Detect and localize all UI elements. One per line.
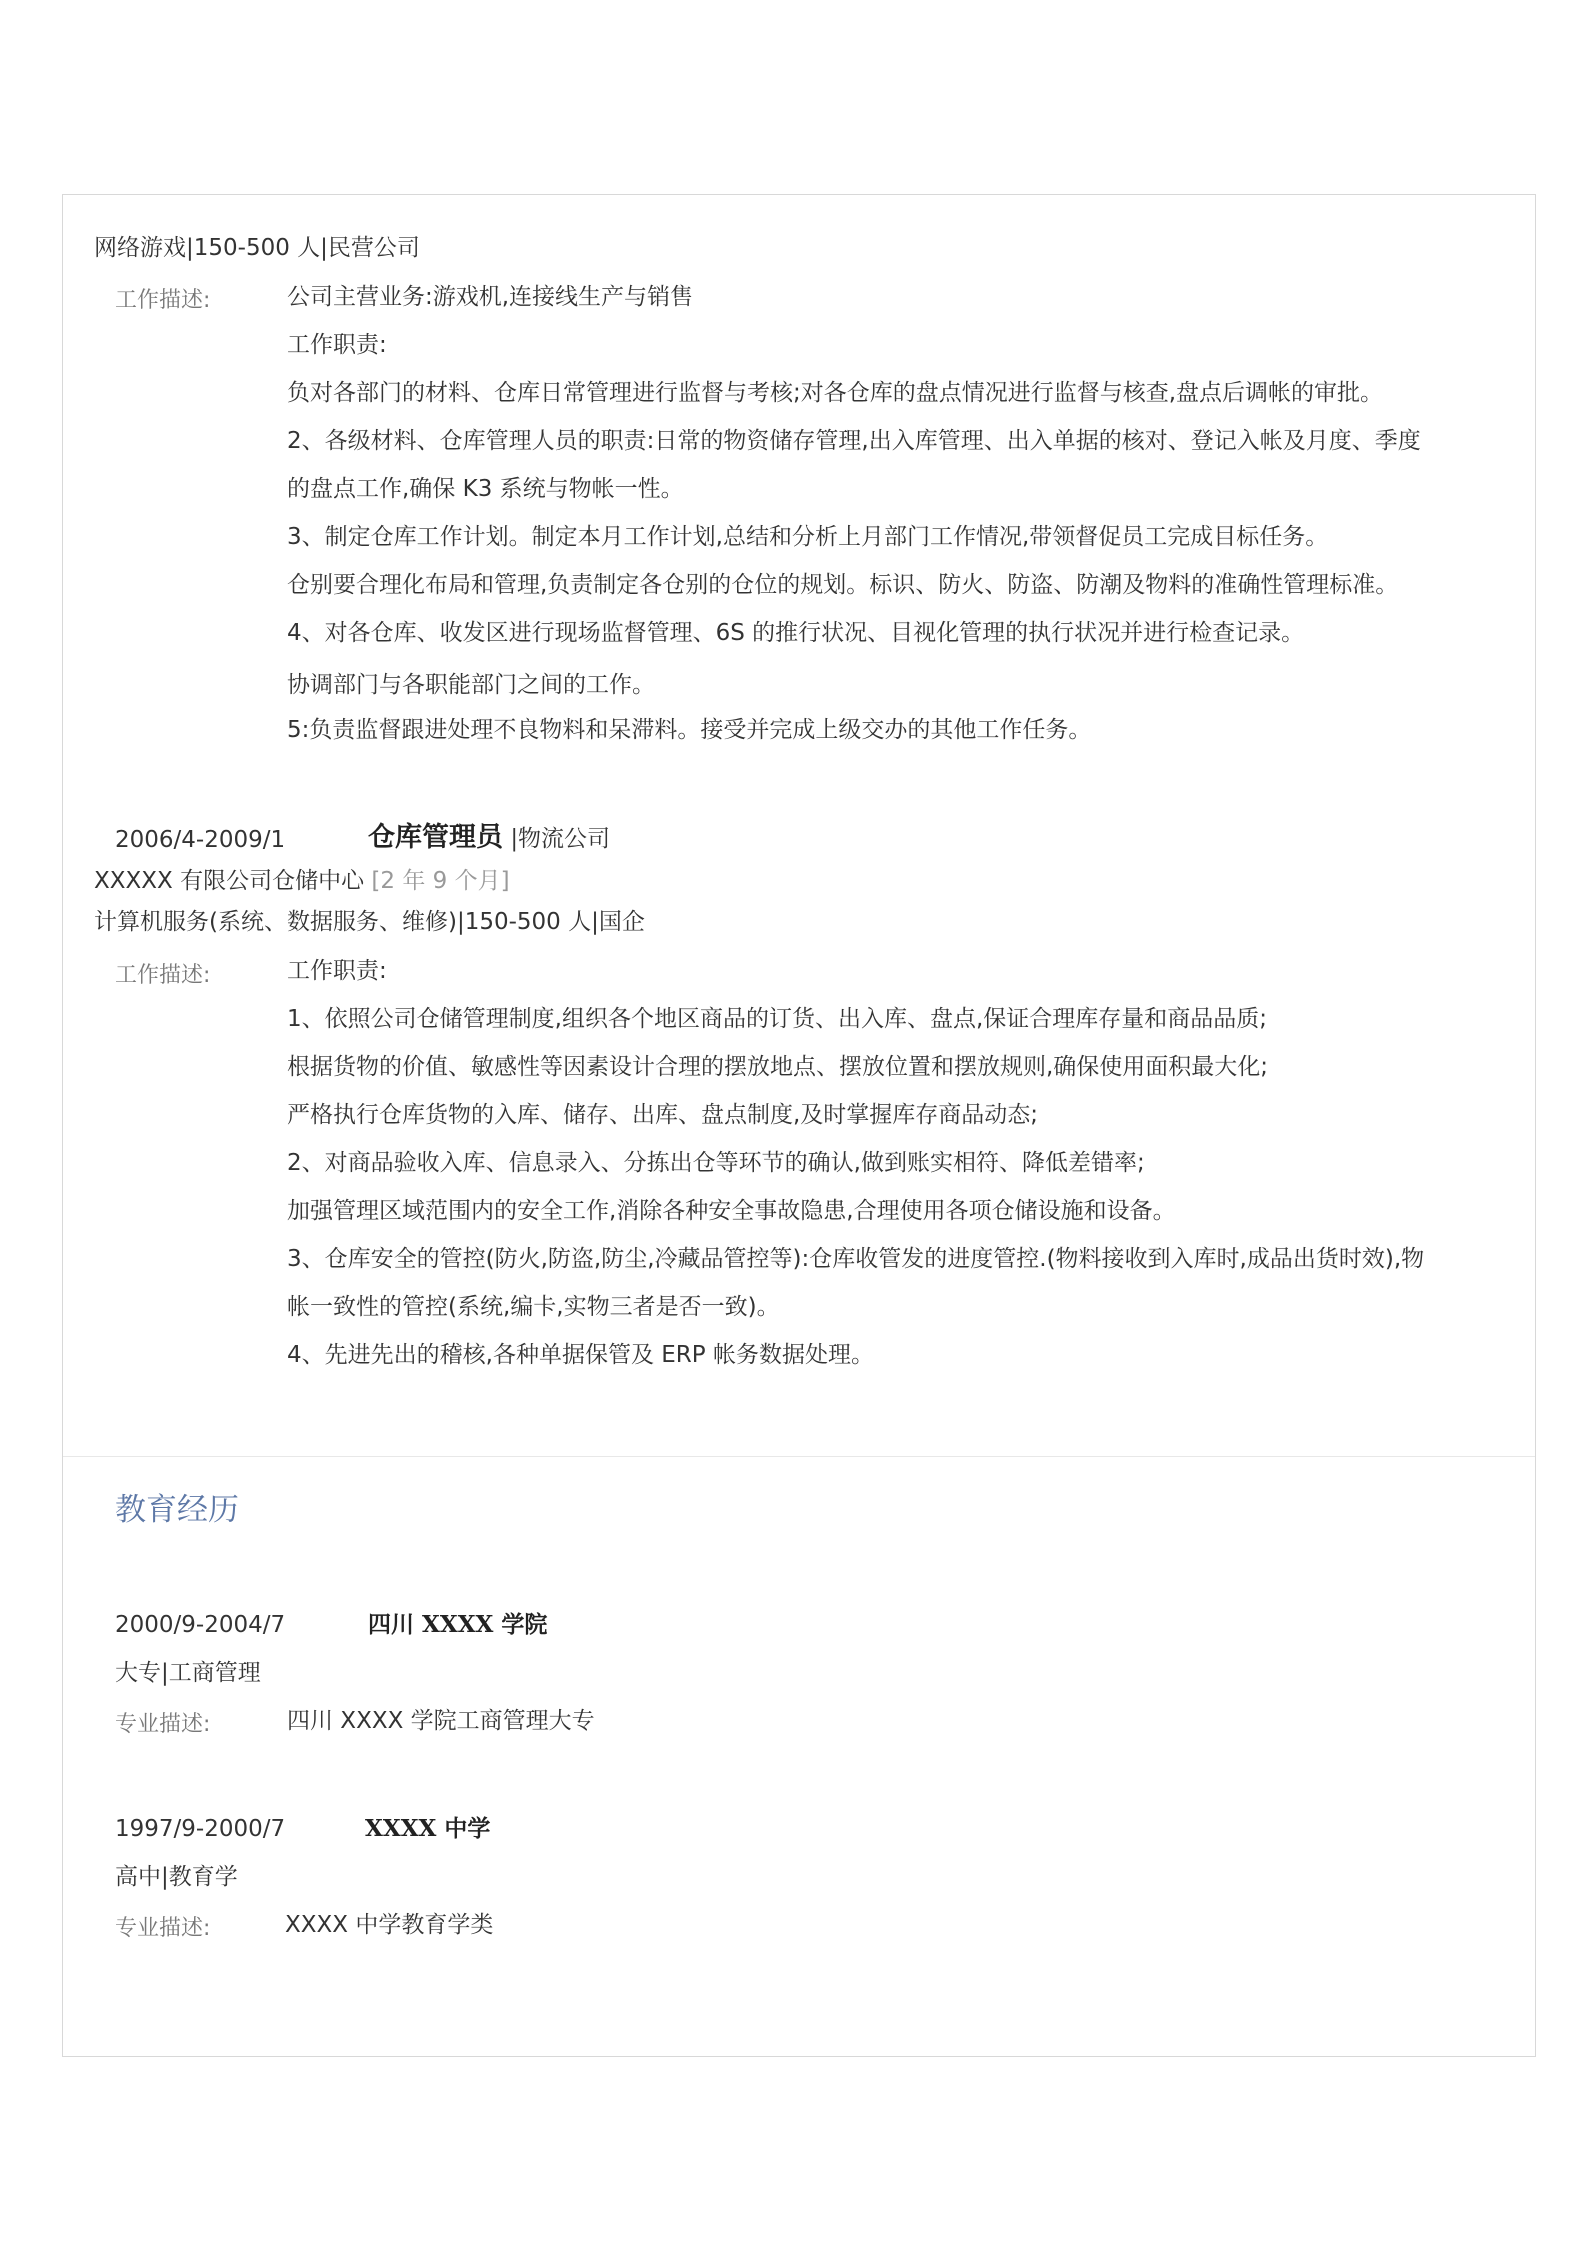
job1-line: 的盘点工作,确保 K3 系统与物帐一性。 xyxy=(287,476,684,502)
job2-line: 根据货物的价值、敏感性等因素设计合理的摆放地点、摆放位置和摆放规则,确保使用面积最大化; xyxy=(287,1054,1269,1080)
job2-title-line xyxy=(368,823,610,854)
edu-school: XXXX 中学 xyxy=(365,1815,491,1842)
edu-date-range: 1997/9-2000/7 xyxy=(115,1816,286,1842)
job2-duration: [2 年 9 个月] xyxy=(371,868,510,894)
job2-line: 加强管理区域范围内的安全工作,消除各种安全事故隐患,合理使用各项仓储设施和设备。 xyxy=(287,1198,1176,1224)
job1-desc-label: 工作描述: xyxy=(115,288,211,313)
job1-line: 工作职责: xyxy=(287,332,387,358)
edu-degree-major: 高中|教育学 xyxy=(115,1864,238,1890)
edu-date-range: 2000/9-2004/7 xyxy=(115,1612,286,1638)
job2-line: 严格执行仓库货物的入库、储存、出库、盘点制度,及时掌握库存商品动态; xyxy=(287,1102,1039,1128)
job2-company-info: 计算机服务(系统、数据服务、维修)|150-500 人|国企 xyxy=(94,909,645,935)
education-section-title: 教育经历 xyxy=(115,1492,239,1528)
job1-line: 4、对各仓库、收发区进行现场监督管理、6S 的推行状况、目视化管理的执行状况并进行检查记录。 xyxy=(287,620,1305,646)
job1-line: 仓别要合理化布局和管理,负责制定各仓别的仓位的规划。标识、防火、防盗、防潮及物料的准确性管理标准。 xyxy=(287,572,1399,598)
section-divider xyxy=(63,1456,1535,1457)
edu-desc: 四川 XXXX 学院工商管理大专 xyxy=(287,1708,595,1734)
job2-line: 帐一致性的管控(系统,编卡,实物三者是否一致)。 xyxy=(287,1294,780,1320)
edu-school: 四川 XXXX 学院 xyxy=(368,1611,548,1638)
job2-date-range: 2006/4-2009/1 xyxy=(115,827,286,853)
job1-line: 2、各级材料、仓库管理人员的职责:日常的物资储存管理,出入库管理、出入单据的核对、登记入帐及月度、季度 xyxy=(287,428,1421,454)
job2-desc-label: 工作描述: xyxy=(115,963,211,988)
job2-line: 3、仓库安全的管控(防火,防盗,防尘,冷藏品管控等):仓库收管发的进度管控.(物料接收到入库时,成品出货时效),物 xyxy=(287,1246,1425,1272)
job1-line: 协调部门与各职能部门之间的工作。 xyxy=(287,672,655,698)
job2-line: 4、先进先出的稽核,各种单据保管及 ERP 帐务数据处理。 xyxy=(287,1342,874,1368)
job2-line: 1、依照公司仓储管理制度,组织各个地区商品的订货、出入库、盘点,保证合理库存量和商品品质; xyxy=(287,1006,1268,1032)
edu-desc-label: 专业描述: xyxy=(115,1916,211,1941)
job1-line: 负对各部门的材料、仓库日常管理进行监督与考核;对各仓库的盘点情况进行监督与核查,盘点后调帐的审批。 xyxy=(287,380,1384,406)
job2-line: 2、对商品验收入库、信息录入、分拣出仓等环节的确认,做到账实相符、降低差错率; xyxy=(287,1150,1145,1176)
edu-desc: XXXX 中学教育学类 xyxy=(285,1912,494,1938)
job2-line: 工作职责: xyxy=(287,958,387,984)
edu-desc-label: 专业描述: xyxy=(115,1712,211,1737)
job2-company-line xyxy=(94,866,510,896)
job2-company: XXXXX 有限公司仓储中心 xyxy=(94,868,365,894)
job1-line: 5:负责监督跟进处理不良物料和呆滞料。接受并完成上级交办的其他工作任务。 xyxy=(287,717,1092,743)
job2-title-suffix: |物流公司 xyxy=(510,826,611,852)
job1-line: 3、制定仓库工作计划。制定本月工作计划,总结和分析上月部门工作情况,带领督促员工完成目标任务。 xyxy=(287,524,1329,550)
job1-company-info: 网络游戏|150-500 人|民营公司 xyxy=(94,235,420,261)
job2-title: 仓库管理员 xyxy=(368,822,503,853)
edu-degree-major: 大专|工商管理 xyxy=(115,1660,261,1686)
job1-line: 公司主营业务:游戏机,连接线生产与销售 xyxy=(287,284,694,310)
